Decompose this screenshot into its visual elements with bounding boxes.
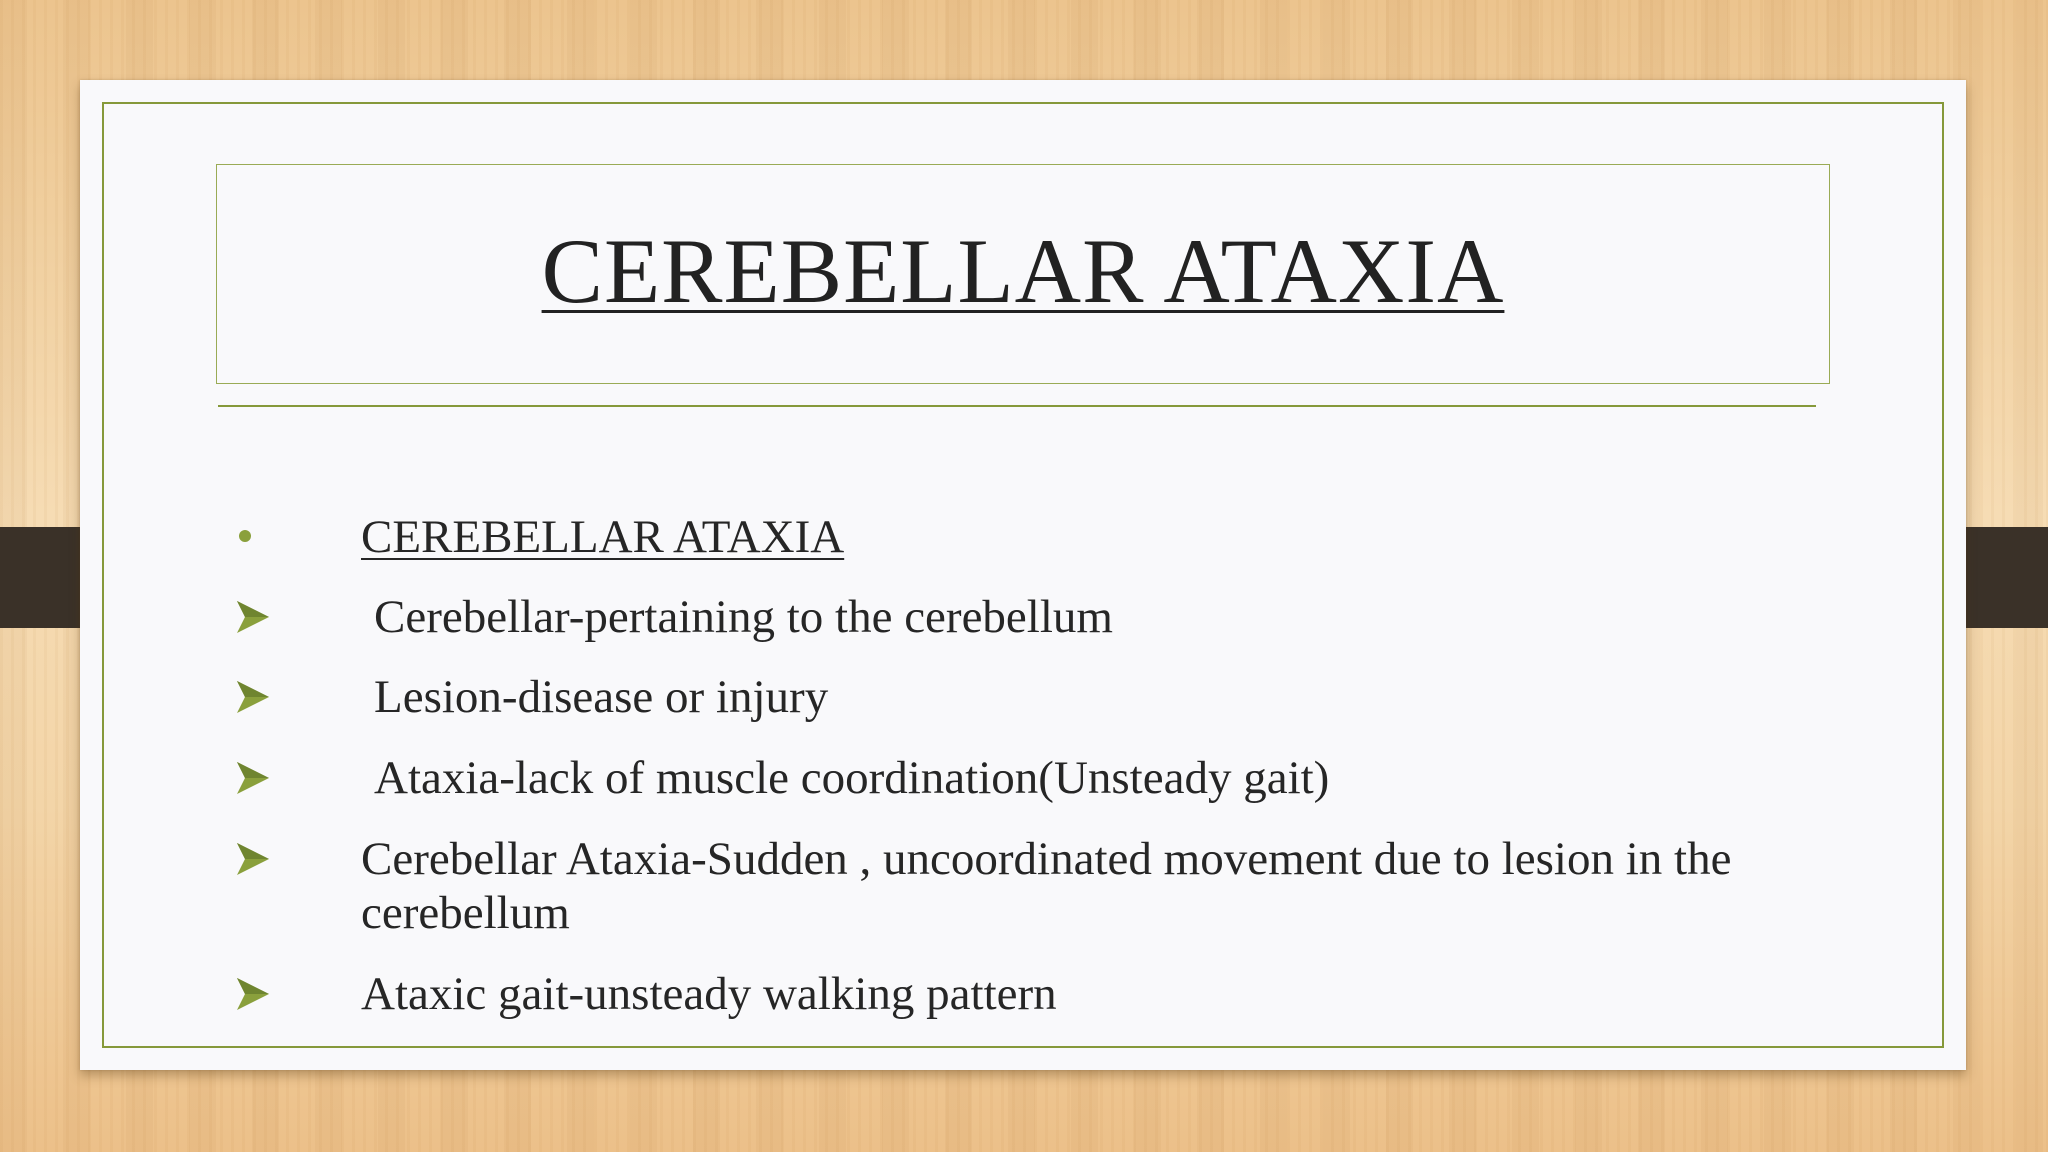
arrow-bullet-icon [235,599,271,635]
title-box [216,164,1830,384]
list-item-text: Ataxic gait-unsteady walking pattern [361,968,1057,1020]
slide-title: CEREBELLAR ATAXIA [541,220,1505,322]
title-divider [218,405,1816,407]
list-item-text: Ataxia-lack of muscle coordination(Unsteady gait) [374,752,1330,804]
list-item-text-continued: cerebellum [361,887,570,939]
arrow-bullet-icon [235,841,271,877]
list-item-text: Lesion-disease or injury [374,671,829,723]
arrow-bullet-icon [235,760,271,796]
bullet-dot-icon [239,530,251,542]
list-item-text: CEREBELLAR ATAXIA [361,511,845,563]
arrow-bullet-icon [235,679,271,715]
list-item-text: Cerebellar-pertaining to the cerebellum [374,591,1113,643]
slide [80,80,1966,1070]
arrow-bullet-icon [235,976,271,1012]
list-item-text: Cerebellar Ataxia-Sudden , uncoordinated movement due to lesion in the [361,833,1732,885]
